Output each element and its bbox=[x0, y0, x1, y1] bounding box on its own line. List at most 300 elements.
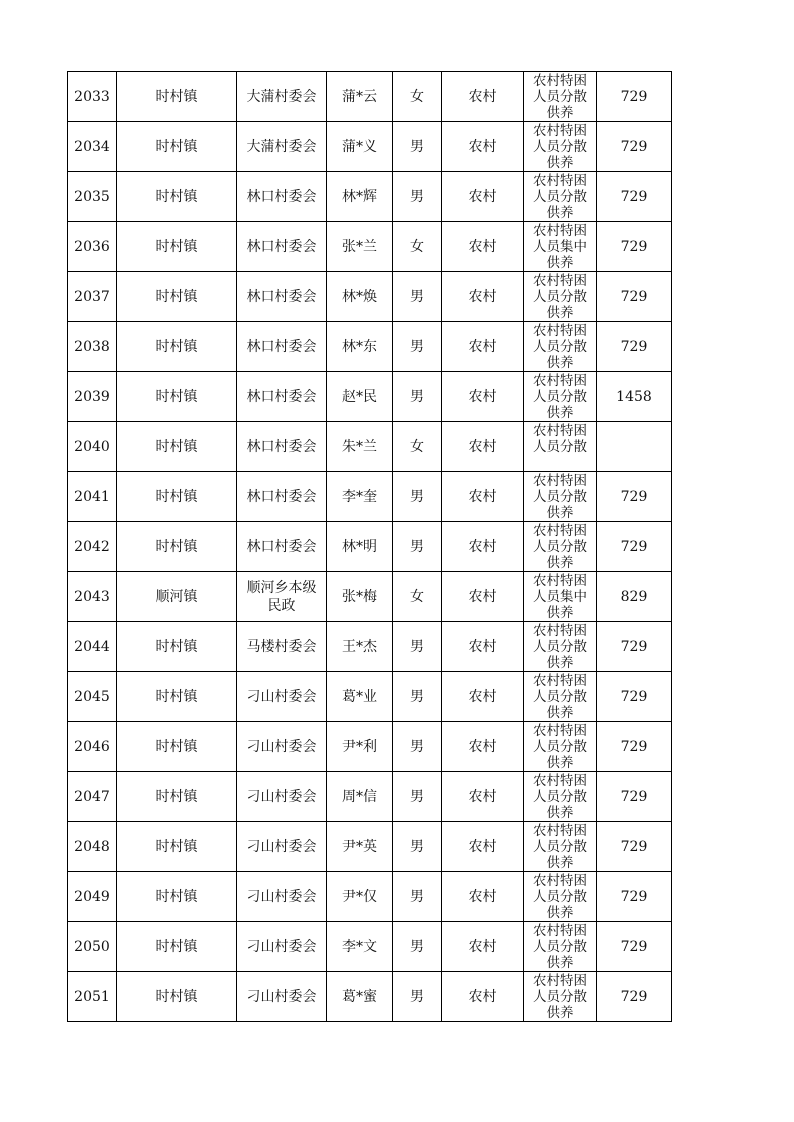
cell-gender bbox=[393, 72, 442, 122]
cell-support-type bbox=[524, 572, 597, 622]
cell-area-type-text: 农村 bbox=[468, 88, 497, 105]
cell-person-name-text: 尹*仅 bbox=[342, 888, 377, 905]
cell-gender-text: 男 bbox=[410, 388, 424, 405]
cell-area-type-text: 农村 bbox=[468, 388, 497, 405]
cell-village-committee bbox=[237, 272, 327, 322]
cell-town-text: 时村镇 bbox=[155, 238, 198, 255]
cell-amount bbox=[597, 122, 672, 172]
cell-village-committee bbox=[237, 772, 327, 822]
cell-village-committee bbox=[237, 222, 327, 272]
cell-gender bbox=[393, 922, 442, 972]
cell-serial-number-text: 2033 bbox=[74, 88, 110, 105]
cell-area-type-text: 农村 bbox=[468, 788, 497, 805]
cell-amount bbox=[597, 372, 672, 422]
cell-gender-text: 男 bbox=[410, 488, 424, 505]
cell-support-type bbox=[524, 872, 597, 922]
cell-area-type bbox=[442, 722, 524, 772]
cell-serial-number bbox=[68, 422, 117, 472]
cell-person-name-text: 林*明 bbox=[342, 538, 377, 555]
cell-gender-text: 男 bbox=[410, 538, 424, 555]
cell-support-type bbox=[524, 72, 597, 122]
cell-gender-text: 女 bbox=[410, 238, 424, 255]
table-row bbox=[68, 72, 672, 122]
cell-town-text: 时村镇 bbox=[155, 138, 198, 155]
cell-gender-text: 女 bbox=[410, 438, 424, 455]
cell-person-name-text: 葛*蜜 bbox=[342, 988, 377, 1005]
cell-town-text: 时村镇 bbox=[155, 938, 198, 955]
cell-town-text: 时村镇 bbox=[155, 788, 198, 805]
cell-gender-text: 男 bbox=[410, 938, 424, 955]
cell-area-type bbox=[442, 772, 524, 822]
cell-village-committee bbox=[237, 372, 327, 422]
cell-amount-text: 729 bbox=[620, 638, 648, 655]
cell-town-text: 时村镇 bbox=[155, 888, 198, 905]
table-row bbox=[68, 622, 672, 672]
cell-town bbox=[117, 372, 237, 422]
cell-gender bbox=[393, 472, 442, 522]
cell-support-type bbox=[524, 322, 597, 372]
cell-person-name bbox=[327, 372, 393, 422]
cell-village-committee bbox=[237, 322, 327, 372]
cell-amount bbox=[597, 972, 672, 1022]
cell-town bbox=[117, 472, 237, 522]
cell-serial-number bbox=[68, 772, 117, 822]
cell-serial-number-text: 2041 bbox=[74, 488, 110, 505]
cell-support-type-text: 农村特困人员分散供养 bbox=[533, 273, 587, 320]
cell-village-committee bbox=[237, 122, 327, 172]
cell-village-committee-text: 顺河乡本级民政 bbox=[246, 579, 317, 614]
cell-gender bbox=[393, 822, 442, 872]
cell-serial-number-text: 2040 bbox=[74, 438, 110, 455]
cell-town-text: 顺河镇 bbox=[155, 588, 198, 605]
cell-serial-number-text: 2047 bbox=[74, 788, 110, 805]
cell-serial-number bbox=[68, 72, 117, 122]
cell-person-name bbox=[327, 822, 393, 872]
cell-gender-text: 男 bbox=[410, 188, 424, 205]
cell-gender bbox=[393, 972, 442, 1022]
cell-support-type bbox=[524, 622, 597, 672]
cell-area-type-text: 农村 bbox=[468, 138, 497, 155]
cell-serial-number-text: 2049 bbox=[74, 888, 110, 905]
cell-town bbox=[117, 322, 237, 372]
cell-amount bbox=[597, 172, 672, 222]
cell-area-type bbox=[442, 472, 524, 522]
cell-area-type bbox=[442, 272, 524, 322]
cell-area-type bbox=[442, 172, 524, 222]
cell-person-name-text: 林*辉 bbox=[342, 188, 377, 205]
cell-village-committee-text: 刁山村委会 bbox=[246, 938, 317, 955]
cell-area-type bbox=[442, 422, 524, 472]
table-row bbox=[68, 222, 672, 272]
table-row bbox=[68, 522, 672, 572]
cell-town bbox=[117, 572, 237, 622]
cell-village-committee-text: 林口村委会 bbox=[246, 288, 317, 305]
table-row bbox=[68, 422, 672, 472]
cell-person-name-text: 林*东 bbox=[342, 338, 377, 355]
cell-area-type bbox=[442, 572, 524, 622]
cell-support-type-text: 农村特困人员分散供养 bbox=[533, 73, 587, 120]
cell-village-committee-text: 刁山村委会 bbox=[246, 738, 317, 755]
cell-serial-number bbox=[68, 272, 117, 322]
table-row bbox=[68, 122, 672, 172]
cell-support-type-text: 农村特困人员分散供养 bbox=[533, 673, 587, 720]
cell-village-committee bbox=[237, 922, 327, 972]
cell-serial-number bbox=[68, 472, 117, 522]
cell-serial-number bbox=[68, 522, 117, 572]
cell-serial-number bbox=[68, 722, 117, 772]
cell-support-type-text: 农村特困人员分散供养 bbox=[533, 123, 587, 170]
cell-amount bbox=[597, 722, 672, 772]
cell-support-type-text: 农村特困人员分散供养 bbox=[533, 873, 587, 920]
cell-support-type-text: 农村特困人员分散供养 bbox=[533, 773, 587, 820]
cell-person-name-text: 葛*业 bbox=[342, 688, 377, 705]
cell-serial-number bbox=[68, 622, 117, 672]
cell-village-committee-text: 马楼村委会 bbox=[246, 638, 317, 655]
cell-amount bbox=[597, 872, 672, 922]
cell-town-text: 时村镇 bbox=[155, 488, 198, 505]
cell-area-type-text: 农村 bbox=[468, 188, 497, 205]
cell-town-text: 时村镇 bbox=[155, 538, 198, 555]
cell-gender-text: 男 bbox=[410, 988, 424, 1005]
cell-amount-text: 729 bbox=[620, 938, 648, 955]
cell-town-text: 时村镇 bbox=[155, 838, 198, 855]
cell-person-name-text: 张*兰 bbox=[342, 238, 377, 255]
cell-area-type-text: 农村 bbox=[468, 238, 497, 255]
cell-town bbox=[117, 772, 237, 822]
cell-area-type bbox=[442, 222, 524, 272]
cell-amount bbox=[597, 822, 672, 872]
cell-gender bbox=[393, 522, 442, 572]
cell-amount-text: 729 bbox=[620, 238, 648, 255]
cell-town bbox=[117, 122, 237, 172]
cell-person-name-text: 李*文 bbox=[342, 938, 377, 955]
cell-area-type-text: 农村 bbox=[468, 288, 497, 305]
cell-serial-number bbox=[68, 872, 117, 922]
table-row bbox=[68, 172, 672, 222]
cell-amount bbox=[597, 222, 672, 272]
table-row bbox=[68, 922, 672, 972]
cell-area-type bbox=[442, 872, 524, 922]
cell-support-type-text: 农村特困人员分散供养 bbox=[533, 323, 587, 370]
cell-amount-text: 729 bbox=[620, 138, 648, 155]
cell-serial-number-text: 2036 bbox=[74, 238, 110, 255]
cell-person-name-text: 林*焕 bbox=[342, 288, 377, 305]
cell-area-type-text: 农村 bbox=[468, 738, 497, 755]
cell-village-committee bbox=[237, 822, 327, 872]
cell-village-committee bbox=[237, 172, 327, 222]
cell-village-committee bbox=[237, 72, 327, 122]
cell-gender-text: 男 bbox=[410, 738, 424, 755]
cell-support-type-text: 农村特困人员分散供养 bbox=[533, 823, 587, 870]
cell-amount-text: 729 bbox=[620, 88, 648, 105]
cell-serial-number bbox=[68, 972, 117, 1022]
cell-town bbox=[117, 72, 237, 122]
cell-gender bbox=[393, 622, 442, 672]
cell-support-type-text: 农村特困人员分散供养 bbox=[533, 973, 587, 1020]
cell-support-type-text: 农村特困人员分散供养 bbox=[533, 523, 587, 570]
cell-village-committee-text: 大蒲村委会 bbox=[246, 138, 317, 155]
cell-amount-text: 729 bbox=[620, 788, 648, 805]
cell-village-committee-text: 林口村委会 bbox=[246, 438, 317, 455]
table-body bbox=[68, 72, 672, 1022]
cell-village-committee bbox=[237, 472, 327, 522]
cell-support-type-text: 农村特困人员分散 bbox=[533, 423, 587, 455]
cell-serial-number bbox=[68, 572, 117, 622]
cell-town bbox=[117, 522, 237, 572]
cell-village-committee-text: 林口村委会 bbox=[246, 488, 317, 505]
cell-person-name-text: 蒲*云 bbox=[342, 88, 377, 105]
cell-serial-number bbox=[68, 822, 117, 872]
cell-serial-number-text: 2048 bbox=[74, 838, 110, 855]
cell-support-type bbox=[524, 172, 597, 222]
cell-gender bbox=[393, 872, 442, 922]
cell-amount-text: 729 bbox=[620, 738, 648, 755]
cell-person-name-text: 张*梅 bbox=[342, 588, 377, 605]
cell-village-committee-text: 林口村委会 bbox=[246, 338, 317, 355]
cell-gender bbox=[393, 672, 442, 722]
cell-town bbox=[117, 722, 237, 772]
cell-amount-text: 729 bbox=[620, 988, 648, 1005]
cell-village-committee bbox=[237, 572, 327, 622]
table-row bbox=[68, 472, 672, 522]
cell-town bbox=[117, 422, 237, 472]
cell-serial-number-text: 2044 bbox=[74, 638, 110, 655]
table-row bbox=[68, 322, 672, 372]
cell-support-type bbox=[524, 122, 597, 172]
cell-person-name-text: 朱*兰 bbox=[342, 438, 377, 455]
cell-amount-text: 729 bbox=[620, 538, 648, 555]
cell-area-type bbox=[442, 622, 524, 672]
cell-support-type bbox=[524, 772, 597, 822]
cell-serial-number-text: 2050 bbox=[74, 938, 110, 955]
cell-village-committee-text: 林口村委会 bbox=[246, 538, 317, 555]
cell-gender bbox=[393, 372, 442, 422]
cell-amount-text: 729 bbox=[620, 888, 648, 905]
cell-person-name-text: 王*杰 bbox=[342, 638, 377, 655]
table-row bbox=[68, 972, 672, 1022]
cell-serial-number-text: 2046 bbox=[74, 738, 110, 755]
cell-area-type-text: 农村 bbox=[468, 888, 497, 905]
cell-gender-text: 男 bbox=[410, 838, 424, 855]
cell-person-name-text: 李*奎 bbox=[342, 488, 377, 505]
cell-village-committee-text: 刁山村委会 bbox=[246, 988, 317, 1005]
cell-town bbox=[117, 672, 237, 722]
cell-person-name bbox=[327, 672, 393, 722]
cell-area-type-text: 农村 bbox=[468, 538, 497, 555]
cell-village-committee bbox=[237, 422, 327, 472]
cell-person-name-text: 尹*利 bbox=[342, 738, 377, 755]
table-row bbox=[68, 722, 672, 772]
table-row bbox=[68, 822, 672, 872]
cell-support-type bbox=[524, 972, 597, 1022]
table-row bbox=[68, 772, 672, 822]
cell-support-type-text: 农村特困人员分散供养 bbox=[533, 623, 587, 670]
cell-amount bbox=[597, 672, 672, 722]
cell-area-type bbox=[442, 972, 524, 1022]
cell-support-type bbox=[524, 422, 597, 472]
cell-gender bbox=[393, 122, 442, 172]
cell-serial-number bbox=[68, 222, 117, 272]
cell-town bbox=[117, 822, 237, 872]
cell-person-name bbox=[327, 622, 393, 672]
cell-area-type bbox=[442, 322, 524, 372]
cell-support-type bbox=[524, 372, 597, 422]
cell-person-name bbox=[327, 322, 393, 372]
cell-person-name bbox=[327, 122, 393, 172]
cell-gender bbox=[393, 322, 442, 372]
cell-town-text: 时村镇 bbox=[155, 88, 198, 105]
cell-amount bbox=[597, 72, 672, 122]
table-row bbox=[68, 872, 672, 922]
cell-amount-text: 1458 bbox=[616, 388, 652, 405]
cell-serial-number-text: 2039 bbox=[74, 388, 110, 405]
cell-gender-text: 男 bbox=[410, 788, 424, 805]
cell-gender bbox=[393, 722, 442, 772]
cell-town-text: 时村镇 bbox=[155, 438, 198, 455]
cell-serial-number bbox=[68, 172, 117, 222]
cell-town bbox=[117, 172, 237, 222]
cell-serial-number-text: 2042 bbox=[74, 538, 110, 555]
cell-village-committee-text: 刁山村委会 bbox=[246, 838, 317, 855]
cell-village-committee-text: 林口村委会 bbox=[246, 188, 317, 205]
cell-area-type bbox=[442, 822, 524, 872]
cell-village-committee-text: 刁山村委会 bbox=[246, 688, 317, 705]
cell-gender-text: 男 bbox=[410, 138, 424, 155]
cell-town-text: 时村镇 bbox=[155, 388, 198, 405]
cell-person-name-text: 周*信 bbox=[342, 788, 377, 805]
cell-amount bbox=[597, 572, 672, 622]
cell-support-type-text: 农村特困人员分散供养 bbox=[533, 723, 587, 770]
cell-town-text: 时村镇 bbox=[155, 288, 198, 305]
cell-person-name-text: 赵*民 bbox=[342, 388, 377, 405]
cell-person-name bbox=[327, 422, 393, 472]
cell-town bbox=[117, 872, 237, 922]
cell-serial-number-text: 2038 bbox=[74, 338, 110, 355]
cell-town bbox=[117, 222, 237, 272]
cell-support-type bbox=[524, 822, 597, 872]
cell-serial-number bbox=[68, 122, 117, 172]
cell-village-committee bbox=[237, 672, 327, 722]
cell-amount-text: 729 bbox=[620, 688, 648, 705]
cell-area-type bbox=[442, 372, 524, 422]
cell-village-committee bbox=[237, 722, 327, 772]
cell-serial-number bbox=[68, 322, 117, 372]
cell-village-committee-text: 林口村委会 bbox=[246, 238, 317, 255]
cell-person-name bbox=[327, 722, 393, 772]
cell-gender-text: 男 bbox=[410, 288, 424, 305]
cell-amount-text: 829 bbox=[620, 588, 648, 605]
cell-person-name bbox=[327, 222, 393, 272]
cell-person-name bbox=[327, 572, 393, 622]
cell-person-name bbox=[327, 772, 393, 822]
cell-town-text: 时村镇 bbox=[155, 638, 198, 655]
cell-amount-text: 729 bbox=[620, 338, 648, 355]
cell-amount bbox=[597, 322, 672, 372]
cell-amount-text: 729 bbox=[620, 838, 648, 855]
table-row bbox=[68, 272, 672, 322]
cell-person-name bbox=[327, 72, 393, 122]
cell-amount bbox=[597, 622, 672, 672]
cell-area-type-text: 农村 bbox=[468, 988, 497, 1005]
cell-support-type bbox=[524, 272, 597, 322]
cell-support-type bbox=[524, 472, 597, 522]
cell-village-committee bbox=[237, 872, 327, 922]
cell-support-type bbox=[524, 672, 597, 722]
cell-gender bbox=[393, 172, 442, 222]
cell-gender-text: 女 bbox=[410, 588, 424, 605]
cell-area-type bbox=[442, 672, 524, 722]
cell-area-type-text: 农村 bbox=[468, 488, 497, 505]
cell-person-name bbox=[327, 472, 393, 522]
cell-town bbox=[117, 972, 237, 1022]
cell-gender bbox=[393, 772, 442, 822]
cell-serial-number-text: 2034 bbox=[74, 138, 110, 155]
cell-support-type-text: 农村特困人员分散供养 bbox=[533, 473, 587, 520]
cell-serial-number bbox=[68, 922, 117, 972]
cell-person-name bbox=[327, 522, 393, 572]
cell-village-committee-text: 刁山村委会 bbox=[246, 788, 317, 805]
table-row bbox=[68, 572, 672, 622]
cell-amount bbox=[597, 472, 672, 522]
cell-gender-text: 女 bbox=[410, 88, 424, 105]
cell-gender bbox=[393, 572, 442, 622]
cell-person-name bbox=[327, 172, 393, 222]
table-row bbox=[68, 372, 672, 422]
cell-area-type-text: 农村 bbox=[468, 588, 497, 605]
cell-support-type-text: 农村特困人员分散供养 bbox=[533, 923, 587, 970]
cell-amount bbox=[597, 522, 672, 572]
cell-amount-text: 729 bbox=[620, 188, 648, 205]
cell-support-type-text: 农村特困人员分散供养 bbox=[533, 373, 587, 420]
cell-town-text: 时村镇 bbox=[155, 688, 198, 705]
cell-person-name bbox=[327, 922, 393, 972]
cell-gender-text: 男 bbox=[410, 688, 424, 705]
cell-town bbox=[117, 622, 237, 672]
relief-recipient-table bbox=[67, 71, 672, 1022]
table-row bbox=[68, 672, 672, 722]
cell-village-committee bbox=[237, 622, 327, 672]
cell-area-type-text: 农村 bbox=[468, 688, 497, 705]
cell-serial-number-text: 2045 bbox=[74, 688, 110, 705]
cell-support-type bbox=[524, 522, 597, 572]
cell-area-type bbox=[442, 522, 524, 572]
cell-person-name-text: 蒲*义 bbox=[342, 138, 377, 155]
cell-amount-text: 729 bbox=[620, 488, 648, 505]
cell-town-text: 时村镇 bbox=[155, 188, 198, 205]
cell-gender-text: 男 bbox=[410, 888, 424, 905]
cell-amount bbox=[597, 272, 672, 322]
cell-serial-number-text: 2043 bbox=[74, 588, 110, 605]
cell-person-name-text: 尹*英 bbox=[342, 838, 377, 855]
cell-village-committee bbox=[237, 972, 327, 1022]
cell-person-name bbox=[327, 272, 393, 322]
cell-town bbox=[117, 922, 237, 972]
cell-area-type bbox=[442, 122, 524, 172]
cell-support-type-text: 农村特困人员集中供养 bbox=[533, 223, 587, 270]
cell-area-type-text: 农村 bbox=[468, 638, 497, 655]
cell-village-committee bbox=[237, 522, 327, 572]
cell-area-type-text: 农村 bbox=[468, 938, 497, 955]
cell-support-type bbox=[524, 222, 597, 272]
cell-gender bbox=[393, 422, 442, 472]
cell-serial-number-text: 2037 bbox=[74, 288, 110, 305]
cell-support-type bbox=[524, 722, 597, 772]
cell-town-text: 时村镇 bbox=[155, 338, 198, 355]
cell-person-name bbox=[327, 872, 393, 922]
cell-area-type bbox=[442, 72, 524, 122]
cell-amount bbox=[597, 772, 672, 822]
cell-amount bbox=[597, 922, 672, 972]
